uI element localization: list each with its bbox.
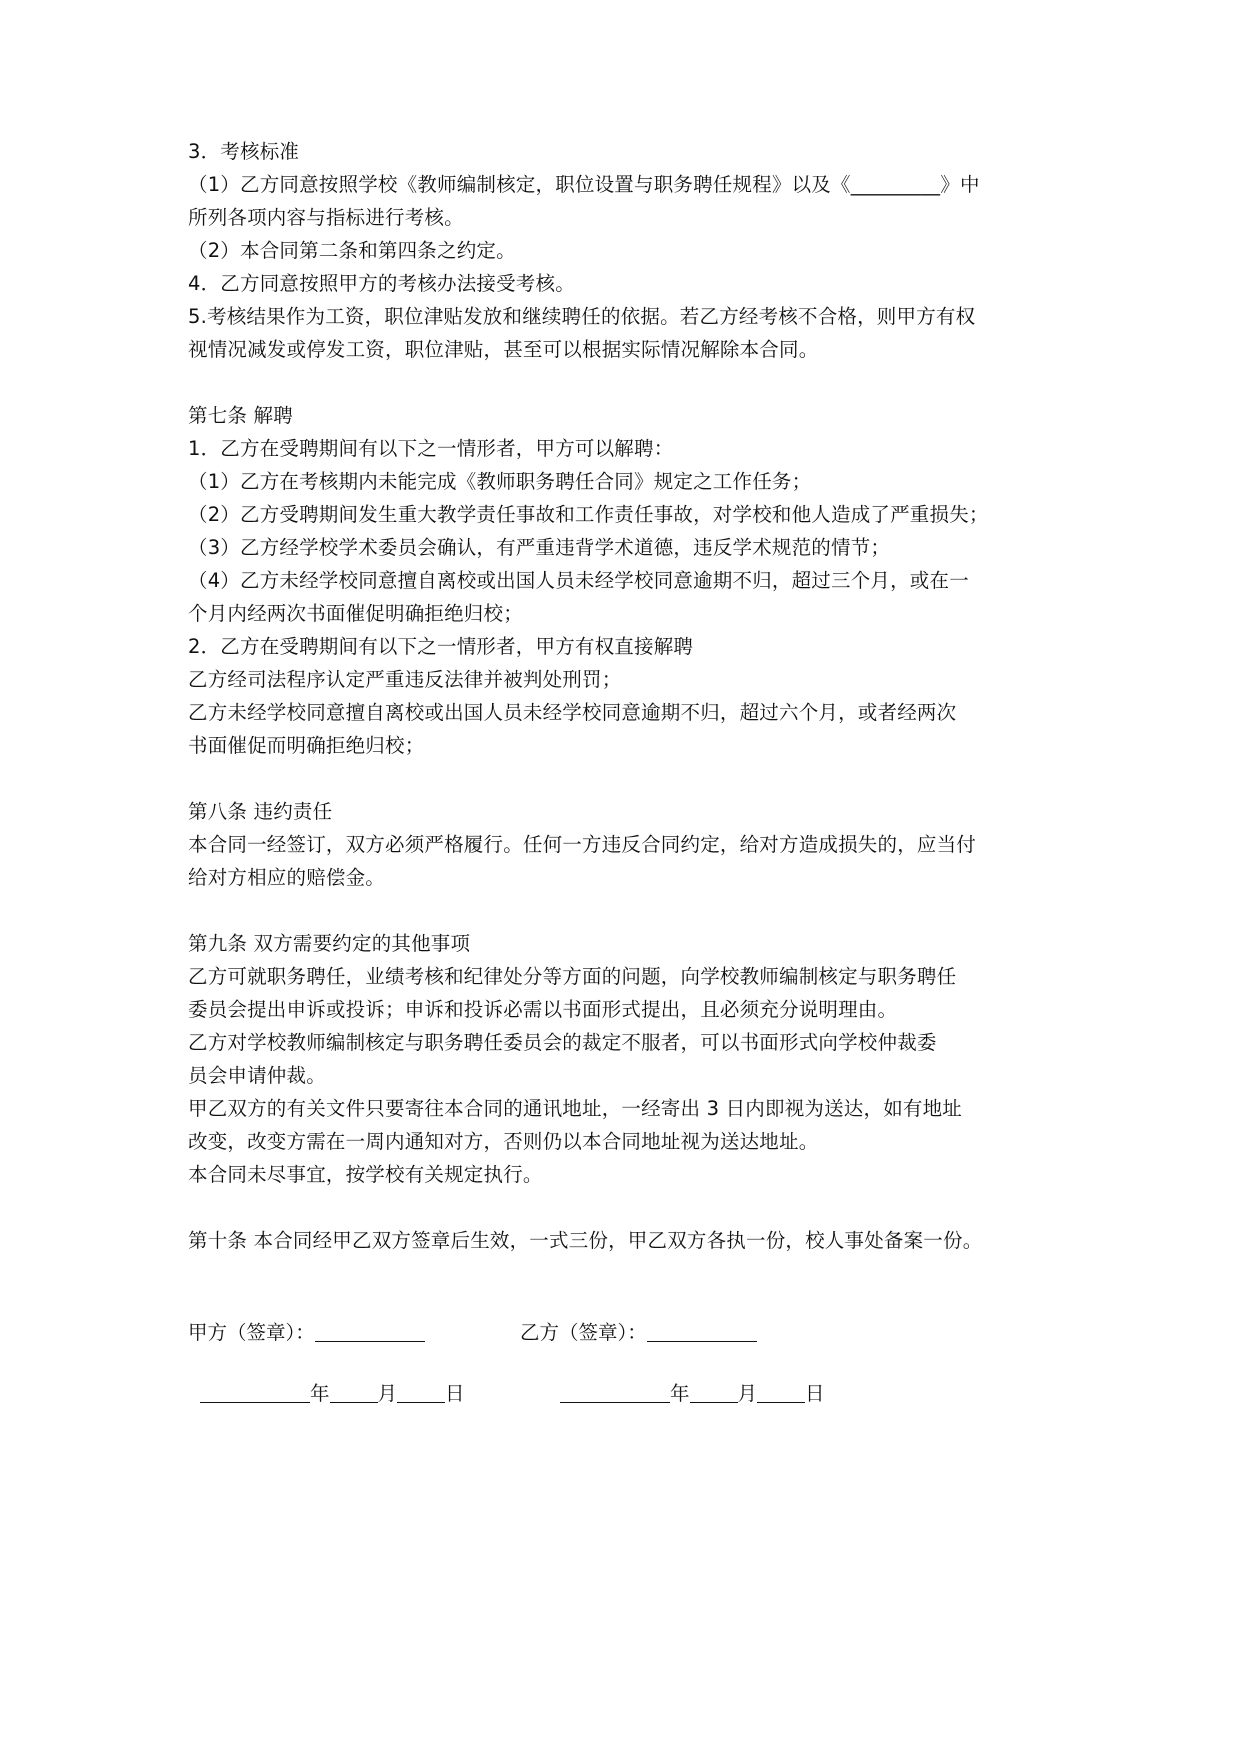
party-a-signature: [188, 1320, 425, 1346]
text-line: 乙方经司法程序认定严重违反法律并被判处刑罚；: [188, 668, 622, 691]
section-heading: 第九条 双方需要约定的其他事项: [188, 932, 471, 955]
text-line: （2）本合同第二条和第四条之约定。: [188, 239, 516, 262]
text-line: 乙方可就职务聘任，业绩考核和纪律处分等方面的问题，向学校教师编制核定与职务聘任: [188, 965, 957, 988]
text-line: 员会申请仲裁。: [188, 1064, 326, 1087]
party-b-signature-blank: [647, 1321, 757, 1342]
text-line: 个月内经两次书面催促明确拒绝归校；: [188, 602, 523, 625]
party-a-signature-blank: [315, 1321, 425, 1342]
text-line: 5.考核结果作为工资，职位津贴发放和继续聘任的依据。若乙方经考核不合格，则甲方有权: [188, 305, 976, 328]
party-a-label: 甲方（签章）：: [188, 1321, 315, 1344]
day-label: 日: [805, 1382, 825, 1405]
year-label: 年: [670, 1382, 690, 1405]
text-line: 给对方相应的赔偿金。: [188, 866, 386, 889]
text-line: 乙方未经学校同意擅自离校或出国人员未经学校同意逾期不归，超过六个月，或者经两次: [188, 701, 957, 724]
month-label: 月: [377, 1382, 398, 1405]
month-blank: [330, 1382, 378, 1403]
section-heading: 第十条 本合同经甲乙双方签章后生效，一式三份，甲乙双方各执一份，校人事处备案一份。: [188, 1229, 983, 1252]
day-label: 日: [445, 1382, 465, 1405]
month-label: 月: [737, 1382, 758, 1405]
party-a-date: [200, 1381, 465, 1407]
text-line: 乙方对学校教师编制核定与职务聘任委员会的裁定不服者，可以书面形式向学校仲裁委: [188, 1031, 937, 1054]
text-line: 书面催促而明确拒绝归校；: [188, 734, 425, 757]
day-blank: [757, 1382, 805, 1403]
section-heading: 第七条 解聘: [188, 404, 293, 427]
year-blank: [560, 1382, 670, 1403]
text-line: 改变，改变方需在一周内通知对方，否则仍以本合同地址视为送达地址。: [188, 1130, 819, 1153]
text-line: （3）乙方经学校学术委员会确认，有严重违背学术道德，违反学术规范的情节；: [188, 536, 891, 559]
day-blank: [397, 1382, 445, 1403]
text-line: 3．考核标准: [188, 140, 300, 163]
text-line: 2．乙方在受聘期间有以下之一情形者，甲方有权直接解聘: [188, 635, 694, 658]
text-line: 4．乙方同意按照甲方的考核办法接受考核。: [188, 272, 575, 295]
party-b-signature: [520, 1320, 757, 1346]
text-line: 所列各项内容与指标进行考核。: [188, 206, 464, 229]
text-line: （2）乙方受聘期间发生重大教学责任事故和工作责任事故，对学校和他人造成了严重损失；: [188, 503, 989, 526]
text-line: 1．乙方在受聘期间有以下之一情形者，甲方可以解聘：: [188, 437, 674, 460]
text-line: 委员会提出申诉或投诉；申诉和投诉必需以书面形式提出，且必须充分说明理由。: [188, 998, 898, 1021]
year-label: 年: [310, 1382, 330, 1405]
text-line: 本合同一经签订，双方必须严格履行。任何一方违反合同约定，给对方造成损失的，应当付: [188, 833, 977, 856]
month-blank: [690, 1382, 738, 1403]
text-line: （1）乙方在考核期内未能完成《教师职务聘任合同》规定之工作任务；: [188, 470, 812, 493]
text-line: 甲乙双方的有关文件只要寄往本合同的通讯地址，一经寄出 3 日内即视为送达，如有地址: [188, 1097, 963, 1120]
party-b-label: 乙方（签章）：: [520, 1321, 647, 1344]
text-line: 视情况减发或停发工资，职位津贴，甚至可以根据实际情况解除本合同。: [188, 338, 819, 361]
party-b-date: [560, 1381, 825, 1407]
text-line: （1）乙方同意按照学校《教师编制核定，职位设置与职务聘任规程》以及《_________》中: [188, 173, 980, 196]
text-line: 本合同未尽事宜，按学校有关规定执行。: [188, 1163, 543, 1186]
text-line: （4）乙方未经学校同意擅自离校或出国人员未经学校同意逾期不归，超过三个月，或在一: [188, 569, 969, 592]
section-heading: 第八条 违约责任: [188, 800, 333, 823]
year-blank: [200, 1382, 310, 1403]
